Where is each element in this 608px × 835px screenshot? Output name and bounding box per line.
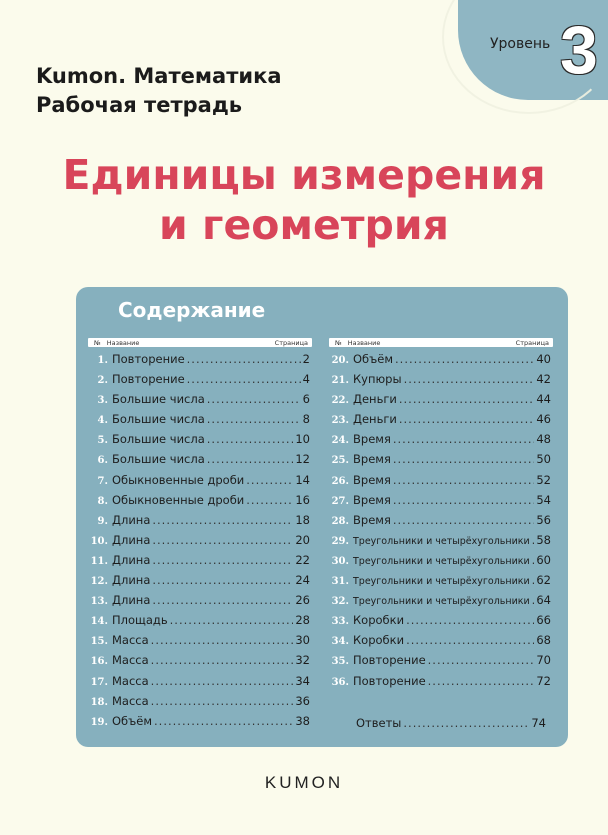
entry-name: Треугольники и четырёхугольники bbox=[353, 596, 530, 608]
entry-page: 60 bbox=[536, 552, 551, 567]
leader-dots bbox=[406, 610, 534, 630]
contents-entry[interactable] bbox=[88, 630, 312, 650]
entry-number: 17. bbox=[90, 676, 108, 688]
entry-page: 72 bbox=[536, 673, 551, 688]
contents-entry[interactable] bbox=[88, 691, 312, 711]
entry-name: Повторение bbox=[353, 653, 426, 668]
entry-page: 26 bbox=[295, 593, 310, 608]
entry-number: 16. bbox=[90, 656, 108, 668]
contents-column-left bbox=[88, 338, 312, 731]
contents-list-left bbox=[88, 349, 312, 731]
entry-name: Большие числа bbox=[112, 452, 205, 467]
leader-dots bbox=[406, 630, 534, 650]
entry-name: Повторение bbox=[112, 352, 185, 366]
contents-heading: Содержание bbox=[118, 298, 266, 322]
entry-number: 30. bbox=[331, 555, 349, 567]
entry-number: 12. bbox=[90, 576, 108, 588]
entry-name: Длина bbox=[112, 552, 151, 567]
leader-dots bbox=[152, 550, 293, 570]
entry-name: Большие числа bbox=[112, 412, 205, 427]
entry-number: 31. bbox=[331, 576, 349, 588]
entry-name: Масса bbox=[112, 633, 149, 648]
entry-number: 6. bbox=[97, 455, 108, 467]
entry-number: 7. bbox=[97, 475, 108, 487]
entry-page: 44 bbox=[536, 392, 551, 407]
entry-page: 58 bbox=[536, 532, 551, 547]
contents-entry[interactable] bbox=[329, 590, 553, 610]
entry-name: Объём bbox=[112, 713, 153, 728]
leader-dots bbox=[399, 389, 534, 409]
entry-number: 23. bbox=[331, 415, 349, 427]
book-title bbox=[0, 150, 608, 250]
entry-page: 12 bbox=[295, 452, 310, 467]
contents-list-right bbox=[329, 349, 553, 691]
leader-dots bbox=[154, 711, 293, 731]
entry-number: 3. bbox=[97, 395, 108, 407]
entry-name: Большие числа bbox=[112, 392, 205, 407]
entry-page: 36 bbox=[295, 693, 310, 708]
entry-name: Обыкновенные дроби bbox=[112, 472, 245, 487]
contents-entry[interactable] bbox=[329, 470, 553, 490]
column-header-name: Название bbox=[106, 338, 140, 347]
entry-page: 30 bbox=[295, 633, 310, 648]
leader-dots bbox=[187, 369, 301, 389]
contents-entry[interactable] bbox=[88, 449, 312, 469]
answers-label: Ответы bbox=[356, 716, 402, 730]
contents-entry[interactable] bbox=[88, 510, 312, 530]
contents-entry[interactable] bbox=[329, 429, 553, 449]
contents-entry[interactable] bbox=[329, 650, 553, 670]
leader-dots bbox=[151, 671, 294, 691]
brand-series: Kumon. Математика bbox=[36, 64, 282, 88]
column-header-page: Страница bbox=[274, 338, 308, 347]
entry-number: 24. bbox=[331, 435, 349, 447]
kumon-logo: KUMON bbox=[264, 773, 344, 792]
entry-page: 32 bbox=[295, 653, 310, 668]
entry-number: 8. bbox=[97, 495, 108, 507]
column-header-no: № bbox=[335, 338, 342, 347]
contents-entry[interactable] bbox=[329, 530, 553, 550]
leader-dots bbox=[393, 510, 535, 530]
leader-dots bbox=[428, 650, 535, 670]
entry-name: Повторение bbox=[353, 673, 426, 688]
entry-name: Коробки bbox=[353, 613, 405, 628]
entry-number: 9. bbox=[97, 515, 108, 527]
entry-number: 13. bbox=[90, 596, 108, 608]
entry-number: 33. bbox=[331, 616, 349, 628]
entry-number: 4. bbox=[97, 415, 108, 427]
book-title-line2: и геометрия bbox=[159, 201, 449, 249]
entry-page: 16 bbox=[295, 492, 310, 507]
entry-page: 38 bbox=[295, 713, 310, 728]
entry-number: 15. bbox=[90, 636, 108, 648]
entry-name: Коробки bbox=[353, 633, 405, 648]
contents-entry[interactable] bbox=[329, 671, 553, 691]
entry-name: Время bbox=[353, 432, 391, 447]
entry-number: 20. bbox=[331, 355, 349, 366]
contents-entry[interactable] bbox=[88, 610, 312, 630]
contents-entry[interactable] bbox=[88, 530, 312, 550]
entry-number: 34. bbox=[331, 636, 349, 648]
column-header bbox=[88, 338, 312, 347]
entry-page: 66 bbox=[536, 613, 551, 628]
contents-entry[interactable] bbox=[88, 711, 312, 731]
leader-dots bbox=[152, 530, 293, 550]
leader-dots bbox=[393, 449, 535, 469]
entry-name: Треугольники и четырёхугольники bbox=[353, 555, 530, 567]
contents-entry[interactable] bbox=[88, 590, 312, 610]
entry-name: Повторение bbox=[112, 372, 185, 387]
column-header bbox=[329, 338, 553, 347]
entry-name: Деньги bbox=[353, 392, 397, 407]
contents-entry[interactable] bbox=[329, 389, 553, 409]
level-number: 3 bbox=[560, 12, 598, 88]
contents-entry[interactable] bbox=[329, 490, 553, 510]
entry-name: Длина bbox=[112, 512, 151, 527]
leader-dots bbox=[207, 409, 301, 429]
leader-dots bbox=[246, 490, 293, 510]
entry-number: 28. bbox=[331, 515, 349, 527]
entry-name: Время bbox=[353, 452, 391, 467]
leader-dots bbox=[152, 510, 293, 530]
entry-page: 22 bbox=[295, 552, 310, 567]
contents-entry[interactable] bbox=[329, 369, 553, 389]
entry-name: Масса bbox=[112, 673, 149, 688]
leader-dots bbox=[393, 490, 535, 510]
entry-name: Площадь bbox=[112, 613, 168, 628]
entry-name: Треугольники и четырёхугольники bbox=[353, 576, 530, 588]
entry-number: 32. bbox=[331, 596, 349, 608]
entry-name: Треугольники и четырёхугольники bbox=[353, 535, 530, 547]
entry-number: 36. bbox=[331, 676, 349, 688]
entry-name: Объём bbox=[353, 352, 394, 366]
entry-number: 19. bbox=[90, 716, 108, 728]
entry-page: 2 bbox=[302, 352, 310, 366]
entry-page: 24 bbox=[295, 573, 310, 588]
contents-entry[interactable] bbox=[88, 409, 312, 429]
contents-entry[interactable] bbox=[88, 570, 312, 590]
entry-page: 28 bbox=[295, 613, 310, 628]
leader-dots bbox=[170, 610, 294, 630]
entry-number: 11. bbox=[90, 555, 108, 567]
entry-number: 5. bbox=[97, 435, 108, 447]
entry-page: 40 bbox=[536, 352, 551, 366]
entry-number: 29. bbox=[331, 535, 349, 547]
leader-dots bbox=[187, 349, 301, 369]
contents-entry[interactable] bbox=[329, 610, 553, 630]
entry-name: Масса bbox=[112, 653, 149, 668]
entry-page: 64 bbox=[536, 593, 551, 608]
contents-entry[interactable] bbox=[329, 449, 553, 469]
contents-entry[interactable] bbox=[88, 671, 312, 691]
leader-dots bbox=[151, 630, 294, 650]
entry-number: 22. bbox=[331, 395, 349, 407]
answers-page: 74 bbox=[531, 716, 546, 730]
entry-number: 14. bbox=[90, 616, 108, 628]
brand-subtitle: Рабочая тетрадь bbox=[36, 93, 243, 117]
leader-dots bbox=[395, 349, 534, 369]
entry-page: 70 bbox=[536, 653, 551, 668]
entry-name: Большие числа bbox=[112, 432, 205, 447]
contents-entry[interactable] bbox=[88, 650, 312, 670]
entry-page: 54 bbox=[536, 492, 551, 507]
entry-page: 18 bbox=[295, 512, 310, 527]
entry-page: 50 bbox=[536, 452, 551, 467]
entry-page: 34 bbox=[295, 673, 310, 688]
entry-number: 27. bbox=[331, 495, 349, 507]
contents-entry[interactable] bbox=[329, 550, 553, 570]
entry-number: 21. bbox=[331, 375, 349, 387]
entry-page: 4 bbox=[302, 372, 310, 387]
entry-name: Время bbox=[353, 512, 391, 527]
level-label: Уровень bbox=[490, 36, 551, 52]
entry-name: Длина bbox=[112, 532, 151, 547]
entry-number: 10. bbox=[90, 535, 108, 547]
contents-entry[interactable] bbox=[88, 369, 312, 389]
entry-number: 18. bbox=[90, 696, 108, 708]
leader-dots bbox=[532, 550, 535, 570]
column-header-no: № bbox=[94, 338, 101, 347]
contents-entry[interactable] bbox=[88, 550, 312, 570]
book-title-line1: Единицы измерения bbox=[62, 151, 546, 199]
entry-page: 46 bbox=[536, 412, 551, 427]
contents-entry[interactable] bbox=[88, 470, 312, 490]
leader-dots bbox=[428, 671, 535, 691]
entry-page: 56 bbox=[536, 512, 551, 527]
contents-entry[interactable] bbox=[329, 570, 553, 590]
entry-page: 68 bbox=[536, 633, 551, 648]
entry-name: Длина bbox=[112, 573, 151, 588]
entry-name: Купюры bbox=[353, 372, 402, 387]
leader-dots bbox=[399, 409, 534, 429]
leader-dots bbox=[393, 429, 535, 449]
contents-entry[interactable] bbox=[329, 349, 553, 369]
leader-dots bbox=[151, 650, 294, 670]
entry-page: 6 bbox=[302, 392, 310, 407]
leader-dots bbox=[151, 691, 294, 711]
entry-name: Длина bbox=[112, 593, 151, 608]
leader-dots bbox=[152, 590, 293, 610]
leader-dots bbox=[532, 570, 535, 590]
entry-number: 2. bbox=[97, 375, 108, 387]
entry-page: 42 bbox=[536, 372, 551, 387]
contents-entry[interactable] bbox=[88, 490, 312, 510]
entry-page: 48 bbox=[536, 432, 551, 447]
entry-page: 62 bbox=[536, 573, 551, 588]
entry-name: Масса bbox=[112, 693, 149, 708]
contents-entry[interactable] bbox=[88, 349, 312, 369]
leader-dots bbox=[403, 713, 529, 733]
contents-entry[interactable] bbox=[329, 409, 553, 429]
leader-dots bbox=[207, 429, 294, 449]
entry-page: 8 bbox=[302, 412, 310, 427]
entry-name: Обыкновенные дроби bbox=[112, 492, 245, 507]
entry-number: 25. bbox=[331, 455, 349, 467]
leader-dots bbox=[404, 369, 535, 389]
column-header-page: Страница bbox=[515, 338, 549, 347]
contents-column-right bbox=[329, 338, 553, 691]
brand-block bbox=[36, 62, 282, 120]
entry-name: Время bbox=[353, 492, 391, 507]
entry-page: 14 bbox=[295, 472, 310, 487]
entry-page: 52 bbox=[536, 472, 551, 487]
leader-dots bbox=[207, 389, 301, 409]
leader-dots bbox=[532, 530, 535, 550]
contents-entry[interactable] bbox=[88, 389, 312, 409]
entry-number: 35. bbox=[331, 656, 349, 668]
leader-dots bbox=[207, 449, 294, 469]
leader-dots bbox=[393, 470, 535, 490]
leader-dots bbox=[152, 570, 293, 590]
contents-entry[interactable] bbox=[88, 429, 312, 449]
contents-entry[interactable] bbox=[329, 510, 553, 530]
answers-entry[interactable] bbox=[352, 713, 548, 733]
entry-name: Деньги bbox=[353, 412, 397, 427]
entry-name: Время bbox=[353, 472, 391, 487]
entry-page: 20 bbox=[295, 532, 310, 547]
contents-entry[interactable] bbox=[329, 630, 553, 650]
leader-dots bbox=[246, 470, 293, 490]
leader-dots bbox=[532, 590, 535, 610]
entry-number: 1. bbox=[97, 355, 108, 366]
entry-page: 10 bbox=[295, 432, 310, 447]
entry-number: 26. bbox=[331, 475, 349, 487]
column-header-name: Название bbox=[347, 338, 381, 347]
